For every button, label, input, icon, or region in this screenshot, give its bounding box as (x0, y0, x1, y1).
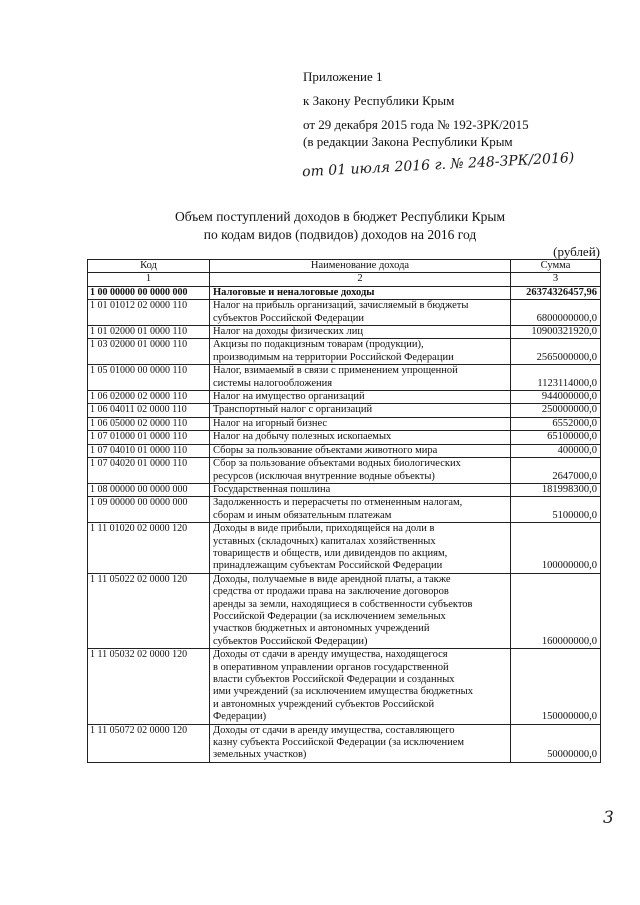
row-name (210, 444, 511, 457)
page-number-text: 3 (603, 808, 614, 828)
row-name-line: участков бюджетных и автономных учреждений (213, 623, 430, 635)
table-row (88, 339, 601, 365)
column-number-2: 2 (210, 273, 511, 286)
table-row (88, 326, 601, 339)
row-name-line: Доходы от сдачи в аренду имущества, составляющего (213, 724, 455, 736)
row-amount: 5100000,0 (511, 497, 601, 523)
row-code: 1 07 01000 01 0000 110 (88, 431, 210, 444)
row-name-line: товариществ и обществ, или дивидендов по акциям, (213, 547, 448, 559)
row-name (210, 391, 511, 404)
row-name-line: Налог, взимаемый в связи с применением упрощенной (213, 365, 458, 377)
row-code: 1 01 02000 01 0000 110 (88, 326, 210, 339)
row-name-line: Доходы от сдачи в аренду имущества, находящегося (213, 649, 448, 661)
row-name (210, 365, 511, 391)
row-amount: 2565000000,0 (511, 339, 601, 365)
table-row (88, 404, 601, 417)
row-name (210, 497, 511, 523)
row-name (210, 404, 511, 417)
row-code: 1 03 02000 01 0000 110 (88, 339, 210, 365)
row-name-line: Налог на добычу полезных ископаемых (213, 431, 392, 443)
appendix-header (303, 68, 529, 150)
units-label: (рублей) (553, 244, 600, 259)
row-name-line: Налоговые и неналоговые доходы (213, 286, 375, 298)
handwritten-page-number (601, 806, 617, 828)
row-code: 1 07 04010 01 0000 110 (88, 444, 210, 457)
row-name (210, 649, 511, 724)
row-code: 1 11 05072 02 0000 120 (88, 724, 210, 762)
row-name (210, 339, 511, 365)
table-row (88, 458, 601, 484)
row-amount: 2647000,0 (511, 458, 601, 484)
row-name-line: субъектов Российской Федерации) (213, 635, 368, 647)
row-name-line: земельных участков) (213, 749, 307, 761)
appendix-revision: (в редакции Закона Республики Крым (303, 134, 513, 149)
row-name-line: системы налогообложения (213, 377, 333, 389)
row-name-line: Федерации) (213, 711, 267, 723)
row-name-line: Российской Федерации (за исключением земельных (213, 610, 446, 622)
row-name (210, 300, 511, 326)
row-name-line: Транспортный налог с организаций (213, 404, 373, 416)
row-name-line: Налог на имущество организаций (213, 391, 365, 403)
table-row (88, 573, 601, 648)
row-amount: 400000,0 (511, 444, 601, 457)
column-number-1: 1 (88, 273, 210, 286)
row-name (210, 523, 511, 574)
table-row (88, 724, 601, 762)
table-row (88, 300, 601, 326)
row-name-line: Государственная пошлина (213, 483, 331, 495)
row-name-line: производимым на территории Российской Федерации (213, 351, 454, 363)
table-row (88, 431, 601, 444)
row-name (210, 286, 511, 299)
row-name-line: принадлежащим субъектам Российской Федерации (213, 560, 443, 572)
row-code: 1 06 05000 02 0000 110 (88, 417, 210, 430)
row-code: 1 11 05022 02 0000 120 (88, 573, 210, 648)
row-name-line: ресурсов (исключая внутренние водные объекты) (213, 470, 435, 482)
row-amount: 1123114000,0 (511, 365, 601, 391)
row-name-line: субъектов Российской Федерации (213, 312, 365, 324)
table-row (88, 523, 601, 574)
table-row (88, 365, 601, 391)
row-name-line: в оперативном управлении органов государственной (213, 661, 449, 673)
row-name-line: власти субъектов Российской Федерации и созданных (213, 674, 455, 685)
row-code: 1 00 00000 00 0000 000 (88, 286, 210, 299)
row-name (210, 573, 511, 648)
row-name (210, 724, 511, 762)
row-name-line: казну субъекта Российской Федерации (за исключением (213, 737, 465, 749)
title-line-2: по кодам видов (подвидов) доходов на 2016 год (203, 227, 477, 242)
row-name-line: и автономных учреждений субъектов Российской (213, 698, 435, 710)
row-name-line: Задолженность и перерасчеты по отмененным налогам, (213, 497, 463, 509)
table-row (88, 649, 601, 724)
row-name-line: Налог на игорный бизнес (213, 417, 328, 429)
table-row (88, 444, 601, 457)
header-code: Код (88, 260, 210, 273)
appendix-date: от 29 декабря 2015 года № 192-ЗРК/2015 (303, 117, 529, 132)
row-name-line: уставных (складочных) капиталах хозяйственных (213, 535, 436, 547)
row-amount: 10900321920,0 (511, 326, 601, 339)
row-amount: 65100000,0 (511, 431, 601, 444)
table-column-numbers (88, 273, 601, 286)
row-name-line: средства от продажи права на заключение договоров (213, 586, 449, 598)
row-name (210, 326, 511, 339)
column-number-3: 3 (511, 273, 601, 286)
row-amount: 181998300,0 (511, 483, 601, 496)
row-name (210, 417, 511, 430)
row-name-line: Налог на прибыль организаций, зачисляемый в бюджеты (213, 300, 469, 312)
table-header-row (88, 260, 601, 273)
row-name-line: сборам и иным обязательным платежам (213, 509, 392, 521)
row-code: 1 05 01000 00 0000 110 (88, 365, 210, 391)
row-amount: 6552000,0 (511, 417, 601, 430)
row-name (210, 458, 511, 484)
appendix-title: Приложение 1 (303, 69, 383, 84)
row-code: 1 07 04020 01 0000 110 (88, 458, 210, 484)
row-code: 1 11 05032 02 0000 120 (88, 649, 210, 724)
row-code: 1 01 01012 02 0000 110 (88, 300, 210, 326)
row-amount: 100000000,0 (511, 523, 601, 574)
row-amount: 250000000,0 (511, 404, 601, 417)
row-name-line: Доходы в виде прибыли, приходящейся на доли в (213, 523, 435, 535)
row-name-line: Сбор за пользование объектами водных биологических (213, 458, 461, 470)
table-row (88, 417, 601, 430)
row-name-line: Сборы за пользование объектами животного мира (213, 444, 438, 456)
row-code: 1 11 01020 02 0000 120 (88, 523, 210, 574)
row-amount: 26374326457,96 (511, 286, 601, 299)
handwritten-revision-text: от 01 июля 2016 г. № 248-ЗРК/2016) (301, 150, 575, 181)
row-code: 1 06 04011 02 0000 110 (88, 404, 210, 417)
row-code: 1 09 00000 00 0000 000 (88, 497, 210, 523)
row-amount: 150000000,0 (511, 649, 601, 724)
row-amount: 6800000000,0 (511, 300, 601, 326)
appendix-law: к Закону Республики Крым (303, 93, 455, 108)
row-amount: 944000000,0 (511, 391, 601, 404)
row-amount: 160000000,0 (511, 573, 601, 648)
title-line-1: Объем поступлений доходов в бюджет Республики Крым (175, 209, 505, 224)
handwritten-revision-note (300, 146, 630, 182)
header-sum: Сумма (511, 260, 601, 273)
row-name-line: ими учреждений (за исключением имущества бюджетных (213, 686, 473, 698)
row-code: 1 06 02000 02 0000 110 (88, 391, 210, 404)
table-row (88, 497, 601, 523)
row-name-line: Налог на доходы физических лиц (213, 326, 363, 338)
table-row (88, 286, 601, 299)
row-name (210, 483, 511, 496)
document-title (0, 208, 640, 244)
header-name: Наименование дохода (210, 260, 511, 273)
row-name-line: Доходы, получаемые в виде арендной платы, а также (213, 573, 451, 585)
table-row (88, 483, 601, 496)
revenue-table (87, 259, 601, 763)
row-amount: 50000000,0 (511, 724, 601, 762)
row-name (210, 431, 511, 444)
row-name-line: Акцизы по подакцизным товарам (продукции), (213, 339, 424, 351)
table-row (88, 391, 601, 404)
row-code: 1 08 00000 00 0000 000 (88, 483, 210, 496)
row-name-line: аренды за земли, находящиеся в собственности субъектов (213, 598, 473, 610)
